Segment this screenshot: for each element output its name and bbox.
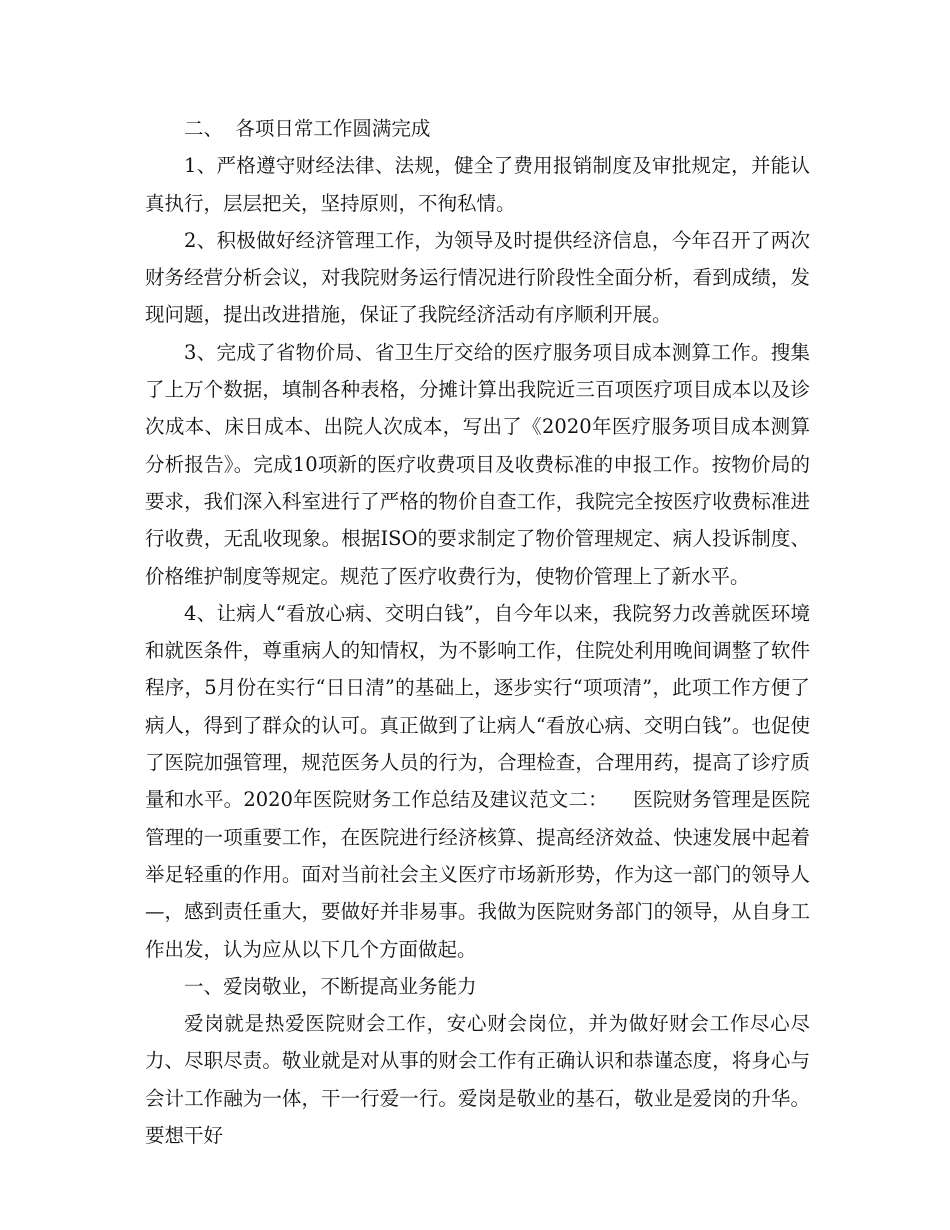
section-heading: 二、 各项日常工作圆满完成	[184, 117, 431, 140]
paragraph: 2、积极做好经济管理工作，为领导及时提供经济信息，今年召开了两次财务经营分析会议，对我院财务运行情况进行阶段性全面分析，看到成绩，发现问题，提出改进措施，保证了我院经济活动有序顺利开展。	[145, 228, 810, 327]
section-heading: 一、爱岗敬业，不断提高业务能力	[184, 974, 477, 998]
document-body	[145, 110, 810, 1154]
paragraph: 3、完成了省物价局、省卫生厅交给的医疗服务项目成本测算工作。搜集了上万个数据，填制各种表格，分摊计算出我院近三百项医疗项目成本以及诊次成本、床日成本、出院人次成本，写出了《2020年医疗服务项目成本测算分析报告》。完成10项新的医疗收费项目及收费标准的申报工作。按物价局的要求，我们深入科室进行了严格的物价自查工作，我院完全按医疗收费标准进行收费，无乱收现象。根据ISO的要求制定了物价管理规定、病人投诉制度、价格维护制度等规定。规范了医疗收费行为，使物价管理上了新水平。	[145, 340, 810, 588]
paragraph: 1、严格遵守财经法律、法规，健全了费用报销制度及审批规定，并能认真执行，层层把关，坚持原则，不徇私情。	[145, 154, 810, 215]
paragraph: 4、让病人“看放心病、交明白钱”，自今年以来，我院努力改善就医环境和就医条件，尊重病人的知情权，为不影响工作，住院处利用晚间调整了软件程序，5月份在实行“日日清”的基础上，逐步实行“项项清”，此项工作方便了病人，得到了群众的认可。真正做到了让病人“看放心病、交明白钱”。也促使了医院加强管理，规范医务人员的行为，合理检查，合理用药，提高了诊疗质量和水平。2020年医院财务工作总结及建议范文二： 医院财务管理是医院管理的一项重要工作，在医院进行经济核算、提高经济效益、快速发展中起着举足轻重的作用。面对当前社会主义医疗市场新形势，作为这一部门的领导人—，感到责任重大，要做好并非易事。我做为医院财务部门的领导，从自身工作出发，认为应从以下几个方面做起。	[145, 601, 810, 961]
paragraph: 爱岗就是热爱医院财会工作，安心财会岗位，并为做好财会工作尽心尽力、尽职尽责。敬业就是对从事的财会工作有正确认识和恭谨态度，将身心与会计工作融为一体，干一行爱一行。爱岗是敬业的基石，敬业是爱岗的升华。要想干好	[145, 1012, 810, 1148]
